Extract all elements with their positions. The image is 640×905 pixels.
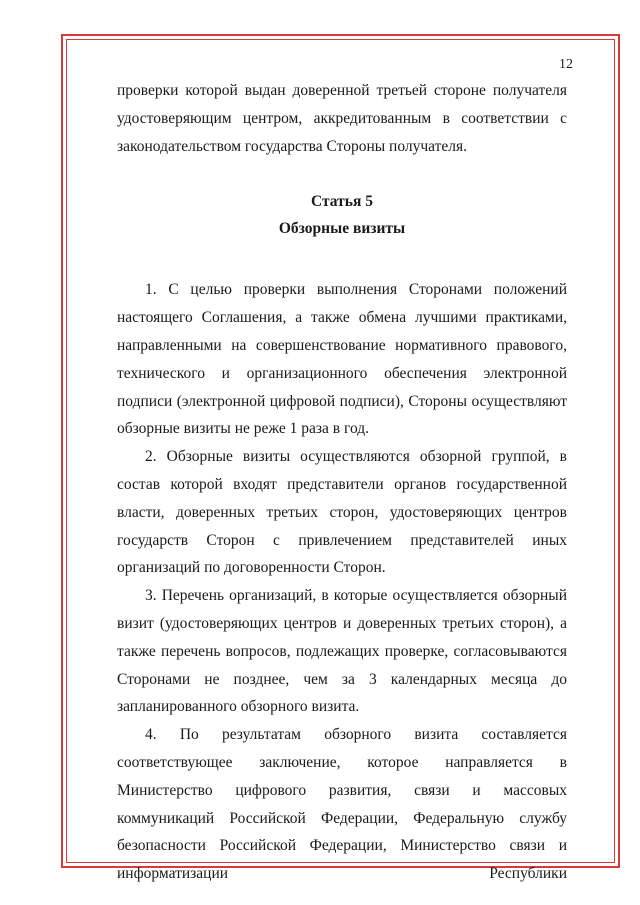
paragraph-4: 4. По результатам обзорного визита составляется соответствующее заключение, которое направляется в Министерство цифрового развития, связи и массовых коммуникаций Российской Федерации, Федеральную службу безопасности Российской Федерации, Министерство связи и информатизации Республики xyxy=(117,726,567,883)
document-body xyxy=(117,77,567,888)
paragraph-1: 1. С целью проверки выполнения Сторонами положений настоящего Соглашения, а также обмена лучшими практиками, направленными на совершенствование нормативного правового, технического и организационного обеспечения электронной подписи (электронной цифровой подписи), Стороны осуществляют обзорные визиты не реже 1 раза в год. xyxy=(117,281,567,438)
paragraph-2: 2. Обзорные визиты осуществляются обзорной группой, в состав которой входят представители органов государственной власти, доверенных третьих сторон, удостоверяющих центров государств Сторон с привлечением представителей иных организаций по договоренности Сторон. xyxy=(117,448,567,577)
article-number: Статья 5 xyxy=(311,193,373,211)
article-title: Обзорные визиты xyxy=(278,220,406,238)
page-number: 12 xyxy=(559,57,573,72)
paragraph-3: 3. Перечень организаций, в которые осуществляется обзорный визит (удостоверяющих центров и доверенных третьих сторон), а также перечень вопросов, подлежащих проверке, согласовываются Сторонами не позднее, чем за 3 календарных месяца до запланированного обзорного визита. xyxy=(117,587,567,716)
intro-paragraph: проверки которой выдан доверенной третьей стороне получателя удостоверяющим центром, аккредитованным в соответствии с законодательством государства Стороны получателя. xyxy=(117,82,567,155)
